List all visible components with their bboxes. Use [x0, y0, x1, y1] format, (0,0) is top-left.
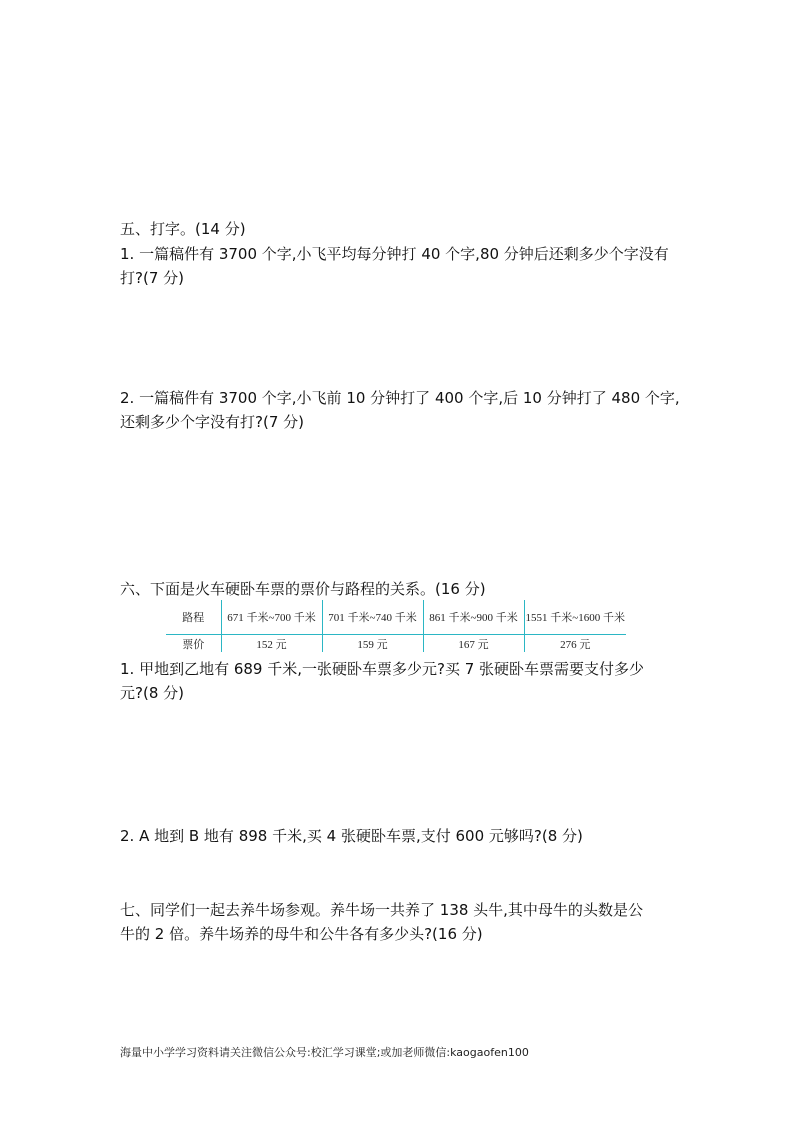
section7-line2: 牛的 2 倍。养牛场养的母牛和公牛各有多少头?(16 分): [120, 925, 483, 943]
price-cell: 152 元: [221, 635, 322, 653]
price-header: 票价: [166, 635, 221, 653]
section5-q1-line1: 1. 一篇稿件有 3700 个字,小飞平均每分钟打 40 个字,80 分钟后还剩多少个字没有: [120, 245, 669, 263]
price-cell: 159 元: [322, 635, 423, 653]
price-cell: 276 元: [560, 638, 591, 651]
footer-note: 海量中小学学习资料请关注微信公众号:校汇学习课堂;或加老师微信:kaogaofen100: [120, 1046, 529, 1059]
section6-q1-line1: 1. 甲地到乙地有 689 千米,一张硬卧车票多少元?买 7 张硬卧车票需要支付多少: [120, 660, 645, 678]
distance-row: [166, 600, 626, 635]
distance-cell: 701 千米~740 千米: [322, 600, 423, 635]
distance-cell: 1551 千米~1600 千米: [524, 600, 626, 635]
section7-line1: 七、同学们一起去养牛场参观。养牛场一共养了 138 头牛,其中母牛的头数是公: [120, 901, 643, 919]
section5-title: 五、打字。(14 分): [120, 220, 246, 238]
distance-cell: 671 千米~700 千米: [221, 600, 322, 635]
distance-header: 路程: [166, 600, 221, 635]
price-row: [166, 635, 626, 653]
price-table: [166, 600, 626, 652]
section5-q2-line2: 还剩多少个字没有打?(7 分): [120, 413, 304, 431]
section5-q2-line1: 2. 一篇稿件有 3700 个字,小飞前 10 分钟打了 400 个字,后 10 分钟打了 480 个字,: [120, 389, 680, 407]
price-cell: 167 元: [423, 635, 524, 653]
section5-q1-line2: 打?(7 分): [120, 269, 184, 287]
section6-title: 六、下面是火车硬卧车票的票价与路程的关系。(16 分): [120, 580, 486, 598]
distance-cell: 861 千米~900 千米: [423, 600, 524, 635]
section6-q2-line1: 2. A 地到 B 地有 898 千米,买 4 张硬卧车票,支付 600 元够吗?(8 分): [120, 827, 583, 845]
section6-q1-line2: 元?(8 分): [120, 684, 184, 702]
